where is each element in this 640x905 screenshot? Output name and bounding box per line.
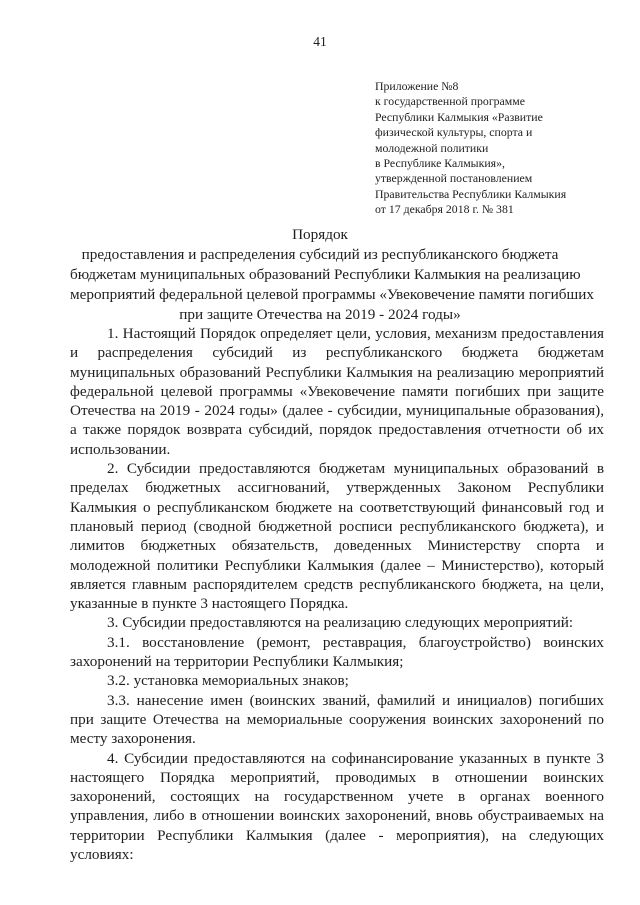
appendix-line: утвержденной постановлением xyxy=(375,171,533,186)
appendix-line: в Республике Калмыкия», xyxy=(375,156,505,171)
paragraph-4: 4. Субсидии предоставляются на софинансирование указанных в пункте 3 настоящего Порядка мероприятий, проводимых в отношении воинских захоронений, состоящих на государственном учете в органах военного управления, либо в отношении воинских захоронений, вновь обустраиваемых на территории Республики Калмыкия (далее - мероприятия), на следующих условиях: xyxy=(70,749,604,864)
paragraph-2: 2. Субсидии предоставляются бюджетам муниципальных образований в пределах бюджетных ассигнований, утвержденных Законом Республики Калмыкия о республиканском бюджете на соответствующий финансовый год и плановый период (сводной бюджетной росписи республиканского бюджета), и лимитов бюджетных обязательств, доведенных Министерству спорта и молодежной политики Республики Калмыкия (далее – Министерство), который является главным распорядителем средств республиканского бюджета, на цели, указанные в пункте 3 настоящего Порядка. xyxy=(70,460,604,613)
document-title xyxy=(70,225,594,325)
paragraph-1: 1. Настоящий Порядок определяет цели, условия, механизм предоставления и распределения субсидий из республиканского бюджета бюджетам муниципальных образований Республики Калмыкия на реализацию мероприятий федеральной целевой программы «Увековечение памяти погибших при защите Отечества на 2019 - 2024 годы» (далее - субсидии, муниципальные образования), а также порядок возврата субсидий, порядок предоставления отчетности об их использовании. xyxy=(70,325,604,458)
appendix-line: к государственной программе xyxy=(375,94,525,109)
appendix-line: Республики Калмыкия «Развитие xyxy=(375,109,543,124)
appendix-line: физической культуры, спорта и xyxy=(375,125,533,140)
paragraph-3: 3. Субсидии предоставляются на реализацию следующих мероприятий: xyxy=(107,614,574,632)
appendix-line: молодежной политики xyxy=(375,140,489,155)
appendix-line: от 17 декабря 2018 г. № 381 xyxy=(375,202,514,217)
title-line: мероприятий федеральной целевой программы «Увековечение памяти погибших xyxy=(70,286,594,303)
paragraph-3-2: 3.2. установка мемориальных знаков; xyxy=(107,672,349,690)
paragraph-3-1: 3.1. восстановление (ремонт, реставрация, благоустройство) воинских захоронений на территории Республики Калмыкия; xyxy=(70,633,604,671)
document-body xyxy=(70,324,604,864)
appendix-block xyxy=(375,79,625,218)
title-line: бюджетам муниципальных образований Республики Калмыкия на реализацию xyxy=(70,266,581,283)
title-line: при защите Отечества на 2019 - 2024 годы» xyxy=(179,306,461,323)
appendix-line: Приложение №8 xyxy=(375,79,459,93)
appendix-line: Правительства Республики Калмыкия xyxy=(375,186,567,201)
page-number: 41 xyxy=(313,34,327,49)
paragraph-3-3: 3.3. нанесение имен (воинских званий, фамилий и инициалов) погибших при защите Отечества на мемориальные сооружения воинских захоронений по месту захоронения. xyxy=(70,691,604,748)
title-line: предоставления и распределения субсидий из республиканского бюджета xyxy=(81,246,559,263)
title-heading: Порядок xyxy=(292,226,348,243)
